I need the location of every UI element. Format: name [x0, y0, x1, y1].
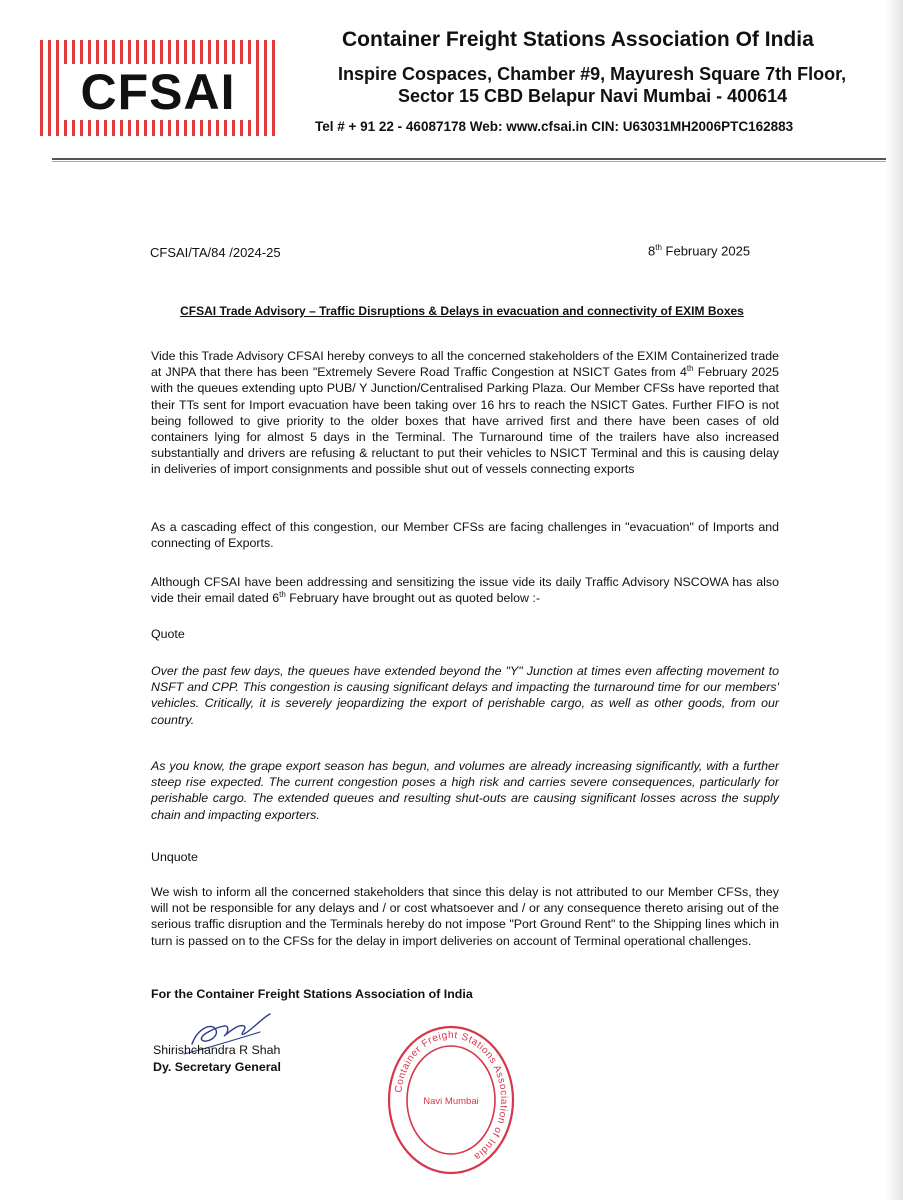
- address-line-1: Inspire Cospaces, Chamber #9, Mayuresh Square 7th Floor,: [338, 64, 847, 84]
- org-name: Container Freight Stations Association Of India: [342, 28, 814, 51]
- date-day: 8: [648, 243, 656, 259]
- unquote-label: Unquote: [151, 850, 198, 864]
- quoted-paragraph-1: Over the past few days, the queues have extended beyond the "Y" Junction at times even affecting movement to NSFT and CPP. This congestion is causing significant delays and impacting the turnaround time for our members' vehicles. Critically, it is severely jeopardizing the export of perishable cargo, as well as other goods, from our country.: [151, 664, 779, 727]
- paragraph-3-part-a: Although CFSAI have been addressing and sensitizing the issue vide its daily Traffic Advisory NSCOWA has also vide their email dated 6: [151, 575, 779, 606]
- letter-date: [648, 243, 750, 258]
- subject-line: CFSAI Trade Advisory – Traffic Disruptions & Delays in evacuation and connectivity of EXIM Boxes: [180, 304, 744, 318]
- stamp-ring-text: Container Freight Stations Association of India: [393, 1029, 510, 1163]
- paragraph-1: [151, 348, 779, 478]
- signoff: For the Container Freight Stations Association of India: [151, 987, 473, 1001]
- quoted-paragraph-2: As you know, the grape export season has begun, and volumes are already increasing significantly, with a further steep rise expected. The current congestion poses a high risk and carries severe consequences, particularly for perishable cargo. The extended queues and resulting shut-outs are causing significant losses across the supply chain and impacting exporters.: [151, 759, 779, 822]
- logo-text: CFSAI: [62, 64, 254, 120]
- paragraph-4: We wish to inform all the concerned stakeholders that since this delay is not attributed to our Member CFSs, they will not be responsible for any delays and / or cost whatsoever and / or any consequence thereto arising out of the serious traffic disruption and the Terminals hereby do not impose "Port Ground Rent" to the Shipping lines which in turn is passed on to the CFSs for the delay in import deliveries on account of Terminal operational challenges.: [151, 885, 779, 948]
- header-divider-thin: [52, 161, 886, 162]
- association-stamp: [386, 1024, 516, 1176]
- reference-number: CFSAI/TA/84 /2024-25: [150, 245, 281, 260]
- paragraph-1-part-b: February 2025 with the queues extending upto PUB/ Y Junction/Centralised Parking Plaza. Our Member CFSs have reported that their TTs sent for Import evacuation have been taking over 16 hrs to reach the NSICT Gates. Further FIFO is not being followed to give priority to the older boxes that have arrived first and there have been cases of old containers lying for almost 5 days in the Terminal. The Turnaround time of the trailers have also increased substantially and drivers are refusing & reluctant to put their vehicles to NSICT Terminal and this is causing delay in deliveries of import consignments and possible shut out of vessels connecting exports: [151, 365, 780, 477]
- paragraph-1-sup: th: [686, 364, 694, 374]
- date-rest: February 2025: [661, 243, 751, 259]
- page-edge-shadow: [885, 0, 903, 1200]
- address-line-2: Sector 15 CBD Belapur Navi Mumbai - 400614: [398, 86, 788, 106]
- paragraph-3-part-b: February have brought out as quoted below :-: [285, 591, 540, 606]
- signer-name: Shirishchandra R Shah: [153, 1043, 281, 1057]
- contact-line: Tel # + 91 22 - 46087178 Web: www.cfsai.in CIN: U63031MH2006PTC162883: [315, 119, 794, 134]
- paragraph-3-sup: th: [279, 590, 286, 600]
- date-suffix: th: [655, 243, 662, 252]
- stamp-center-text: Navi Mumbai: [423, 1096, 479, 1107]
- paragraph-1-part-a: Vide this Trade Advisory CFSAI hereby conveys to all the concerned stakeholders of the EXIM Containerized trade at JNPA that there has been "Extremely Severe Road Traffic Congestion at NSICT Gates from 4: [151, 349, 779, 380]
- cfsai-logo: [40, 40, 276, 136]
- header-divider: [52, 158, 886, 160]
- paragraph-3: [151, 574, 779, 606]
- signer-title: Dy. Secretary General: [153, 1060, 281, 1074]
- paragraph-2: As a cascading effect of this congestion, our Member CFSs are facing challenges in "evacuation" of Imports and connecting of Exports.: [151, 520, 779, 551]
- quote-label: Quote: [151, 627, 185, 641]
